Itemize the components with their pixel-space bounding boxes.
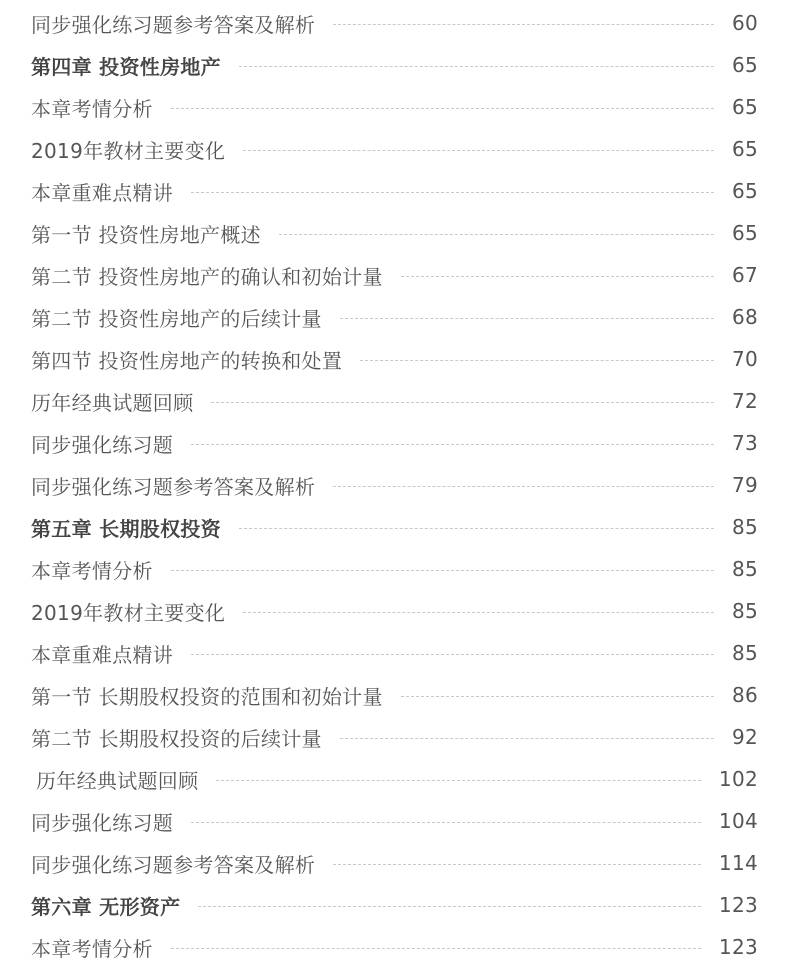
toc-entry-sync-answers-ch5[interactable]	[31, 846, 758, 880]
toc-entry-exam-analysis-ch5[interactable]	[31, 552, 758, 586]
toc-entry-sync-exercises-ch5[interactable]	[31, 804, 758, 838]
toc-entry-title: 同步强化练习题参考答案及解析	[31, 852, 316, 877]
toc-chapter-5[interactable]	[31, 510, 758, 544]
dot-leader	[333, 486, 714, 487]
dot-leader	[239, 528, 714, 529]
toc-entry-page: 85	[731, 641, 758, 665]
toc-entry-textbook-changes-ch4[interactable]	[31, 132, 758, 166]
toc-entry-page: 67	[731, 263, 758, 287]
toc-entry-page: 65	[731, 95, 758, 119]
toc-entry-title: 历年经典试题回顾	[31, 390, 194, 415]
toc-entry-page: 92	[731, 725, 758, 749]
dot-leader	[340, 318, 714, 319]
toc-entry-page: 104	[718, 809, 758, 833]
toc-entry-page: 65	[731, 179, 758, 203]
toc-entry-sync-answers-ch4[interactable]	[31, 468, 758, 502]
dot-leader	[211, 402, 714, 403]
toc-entry-ch4-section-4[interactable]	[31, 342, 758, 376]
dot-leader	[191, 654, 714, 655]
toc-entry-title: 第四节 投资性房地产的转换和处置	[31, 348, 343, 373]
toc-chapter-4[interactable]	[31, 48, 758, 82]
dot-leader	[401, 276, 714, 277]
dot-leader	[191, 444, 714, 445]
toc-entry-page: 65	[731, 53, 758, 77]
toc-entry-key-points-ch5[interactable]	[31, 636, 758, 670]
dot-leader	[171, 948, 701, 949]
toc-entry-sync-exercises-ch4[interactable]	[31, 426, 758, 460]
toc-entry-title: 第一节 长期股权投资的范围和初始计量	[31, 684, 383, 709]
toc-entry-page: 72	[731, 389, 758, 413]
toc-entry-title: 第二节 长期股权投资的后续计量	[31, 726, 322, 751]
toc-entry-key-points-ch4[interactable]	[31, 174, 758, 208]
toc-entry-title: 本章考情分析	[31, 558, 153, 583]
dot-leader	[333, 24, 714, 25]
toc-entry-page: 73	[731, 431, 758, 455]
toc-chapter-title: 第六章 无形资产	[31, 894, 181, 919]
toc-entry-page: 68	[731, 305, 758, 329]
toc-entry-title: 本章考情分析	[31, 96, 153, 121]
toc-entry-title: 历年经典试题回顾	[36, 768, 199, 793]
dot-leader	[171, 570, 714, 571]
dot-leader	[243, 150, 714, 151]
toc-entry-title: 本章重难点精讲	[31, 180, 174, 205]
toc-entry-page: 85	[731, 557, 758, 581]
toc-entry-sync-answers-ch3[interactable]	[31, 6, 758, 40]
toc-entry-page: 86	[731, 683, 758, 707]
dot-leader	[191, 822, 701, 823]
toc-chapter-6[interactable]	[31, 888, 758, 922]
toc-entry-title: 本章考情分析	[31, 936, 153, 961]
toc-entry-title: 第二节 投资性房地产的确认和初始计量	[31, 264, 383, 289]
toc-entry-exam-analysis-ch4[interactable]	[31, 90, 758, 124]
toc-entry-title: 同步强化练习题	[31, 432, 174, 457]
toc-entry-title: 第一节 投资性房地产概述	[31, 222, 261, 247]
toc-entry-textbook-changes-ch5[interactable]	[31, 594, 758, 628]
toc-entry-page: 85	[731, 515, 758, 539]
toc-entry-page: 65	[731, 221, 758, 245]
toc-entry-ch4-section-2a[interactable]	[31, 258, 758, 292]
toc-entry-page: 102	[718, 767, 758, 791]
dot-leader	[340, 738, 714, 739]
dot-leader	[171, 108, 714, 109]
toc-chapter-title: 第五章 长期股权投资	[31, 516, 221, 541]
toc-entry-page: 114	[718, 851, 758, 875]
toc-entry-ch4-section-2b[interactable]	[31, 300, 758, 334]
dot-leader	[360, 360, 714, 361]
dot-leader	[239, 66, 714, 67]
dot-leader	[243, 612, 714, 613]
toc-entry-page: 70	[731, 347, 758, 371]
toc-entry-title: 第二节 投资性房地产的后续计量	[31, 306, 322, 331]
toc-entry-title: 同步强化练习题参考答案及解析	[31, 474, 316, 499]
toc-entry-page: 123	[718, 935, 758, 959]
dot-leader	[279, 234, 714, 235]
dot-leader	[198, 906, 701, 907]
dot-leader	[216, 780, 701, 781]
toc-entry-ch4-section-1[interactable]	[31, 216, 758, 250]
dot-leader	[401, 696, 714, 697]
toc-entry-title: 本章重难点精讲	[31, 642, 174, 667]
toc-entry-past-exams-ch4[interactable]	[31, 384, 758, 418]
toc-entry-page: 60	[731, 11, 758, 35]
toc-entry-title: 2019年教材主要变化	[31, 138, 226, 163]
toc-entry-ch5-section-1[interactable]	[31, 678, 758, 712]
toc-entry-page: 85	[731, 599, 758, 623]
toc-entry-past-exams-ch5[interactable]	[31, 762, 758, 796]
dot-leader	[333, 864, 701, 865]
toc-entry-page: 123	[718, 893, 758, 917]
toc-entry-exam-analysis-ch6[interactable]	[31, 930, 758, 964]
toc-entry-title: 同步强化练习题参考答案及解析	[31, 12, 316, 37]
toc-entry-page: 65	[731, 137, 758, 161]
dot-leader	[191, 192, 714, 193]
toc-entry-page: 79	[731, 473, 758, 497]
toc-entry-title: 2019年教材主要变化	[31, 600, 226, 625]
toc-entry-title: 同步强化练习题	[31, 810, 174, 835]
toc-entry-ch5-section-2[interactable]	[31, 720, 758, 754]
toc-chapter-title: 第四章 投资性房地产	[31, 54, 221, 79]
